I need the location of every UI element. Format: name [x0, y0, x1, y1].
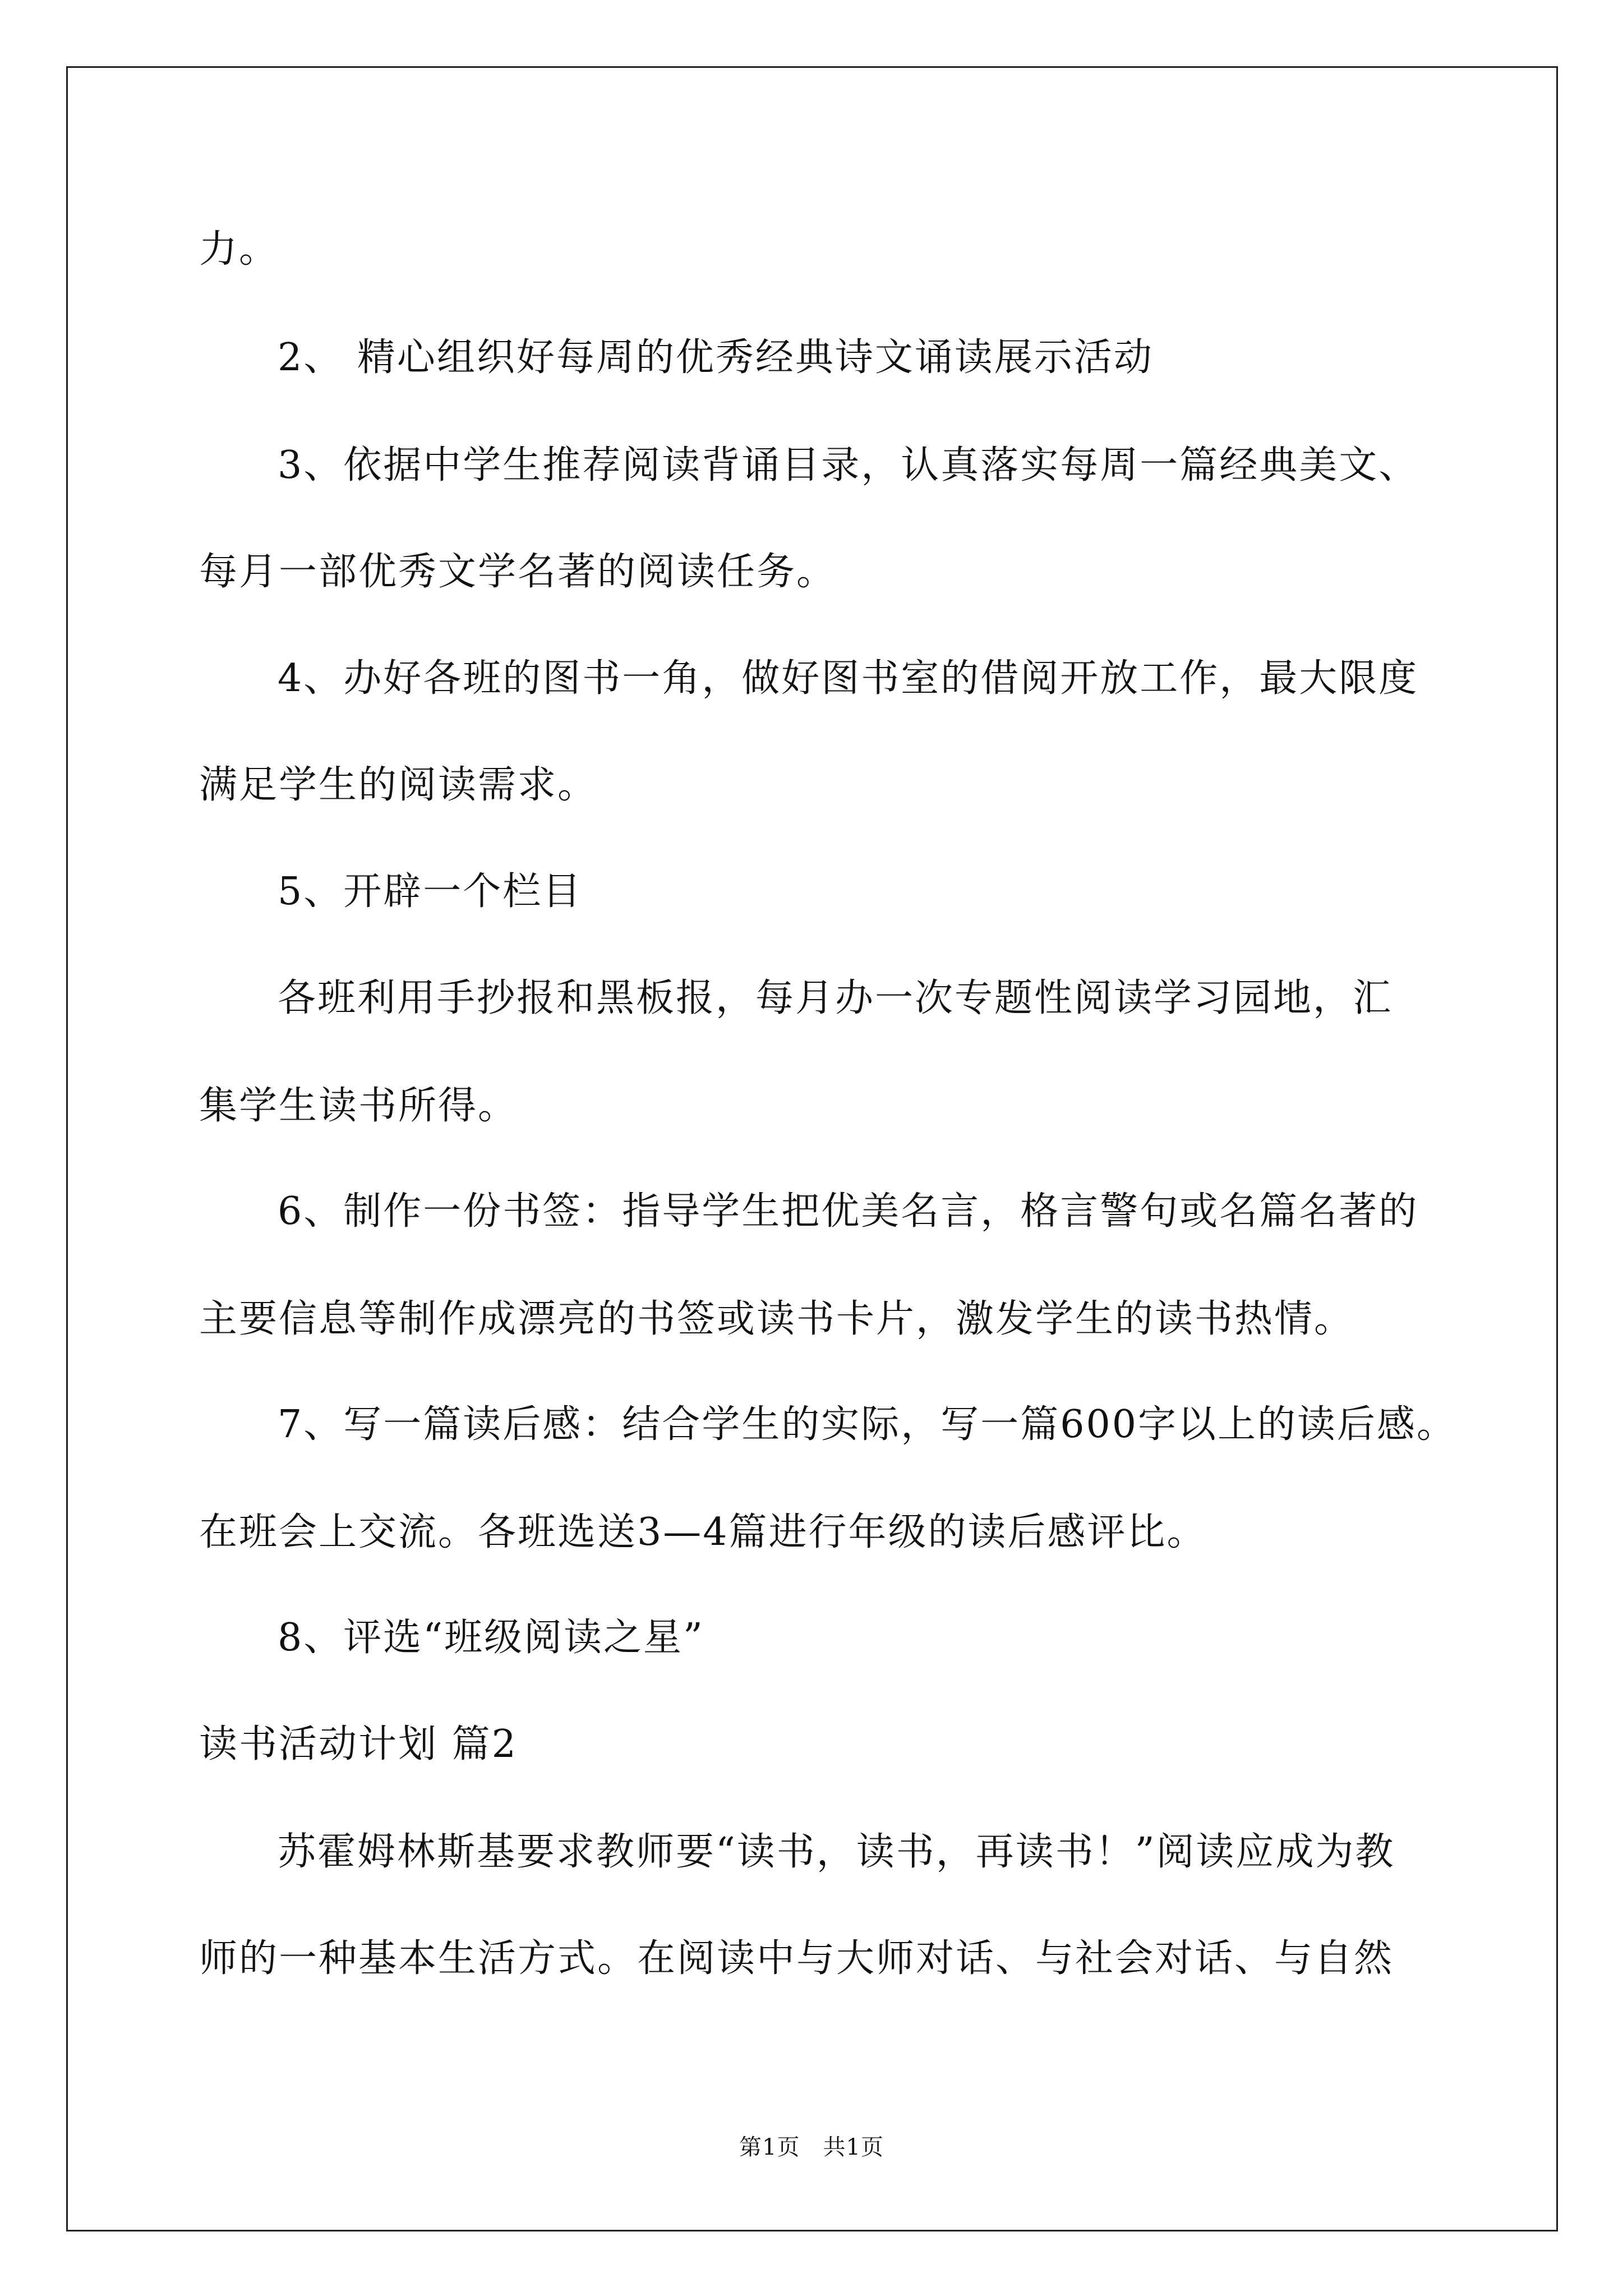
text-line: 集学生读书所得。	[199, 1084, 518, 1128]
page-border	[66, 66, 1558, 2231]
list-item-2: 2、 精心组织好每周的优秀经典诗文诵读展示活动	[278, 335, 1154, 380]
text-line: 力。	[199, 227, 279, 272]
section-heading: 读书活动计划 篇2	[199, 1722, 518, 1766]
paragraph-line: 苏霍姆林斯基要求教师要“读书，读书，再读书！”阅读应成为教	[278, 1830, 1395, 1874]
list-item-4: 4、办好各班的图书一角，做好图书室的借阅开放工作，最大限度	[278, 656, 1419, 701]
text-line: 满足学生的阅读需求。	[199, 763, 598, 807]
list-item-3: 3、依据中学生推荐阅读背诵目录，认真落实每周一篇经典美文、	[278, 443, 1419, 487]
text-line: 在班会上交流。各班选送3—4篇进行年级的读后感评比。	[199, 1510, 1207, 1554]
list-item-7: 7、写一篇读后感：结合学生的实际，写一篇600字以上的读后感。	[278, 1402, 1457, 1447]
page-number-footer: 第1页 共1页	[739, 2134, 884, 2160]
paragraph-line: 各班利用手抄报和黑板报，每月办一次专题性阅读学习园地，汇	[278, 976, 1393, 1020]
list-item-8: 8、评选“班级阅读之星”	[278, 1616, 704, 1660]
list-item-5: 5、开辟一个栏目	[278, 869, 583, 914]
text-line: 主要信息等制作成漂亮的书签或读书卡片，激发学生的读书热情。	[199, 1297, 1354, 1341]
text-line: 师的一种基本生活方式。在阅读中与大师对话、与社会对话、与自然	[199, 1936, 1394, 1981]
text-line: 每月一部优秀文学名著的阅读任务。	[199, 550, 837, 594]
list-item-6: 6、制作一份书签：指导学生把优美名言，格言警句或名篇名著的	[278, 1189, 1419, 1234]
